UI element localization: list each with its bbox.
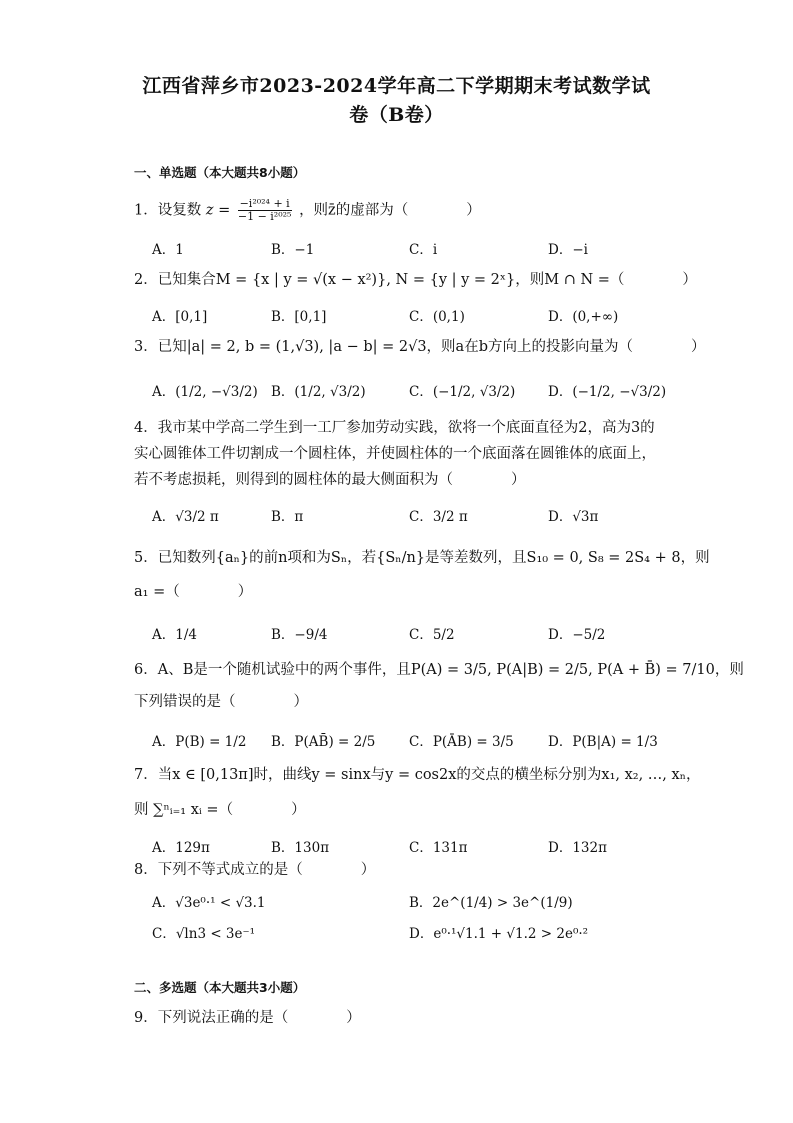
question-7-line1: 7．当x ∈ [0,13π]时，曲线y = sinx与y = cos2x的交点的横坐标分别为x₁, x₂, …, xₙ， [134,767,701,783]
page-title-line1: 江西省萍乡市2023-2024学年高二下学期期末考试数学试 [142,75,651,97]
question-9: 9．下列说法正确的是（ ） [134,1010,361,1026]
question-2: 2．已知集合M = {x | y = √(x − x²)}, N = {y | y = 2ˣ}，则M ∩ N =（ ） [134,272,697,288]
question-6-line2: 下列错误的是（ ） [134,694,308,710]
question-3: 3．已知|a| = 2, b = (1,√3), |a − b| = 2√3，则a在b方向上的投影向量为（ ） [134,339,706,355]
q8-option-a: A．√3e⁰·¹ < √3.1 [152,895,266,911]
q6-option-b: B．P(AB̄) = 2/5 [271,734,376,750]
q5-option-a: A．1/4 [152,627,197,643]
question-1-z: z = [205,202,231,219]
q4-option-b: B．π [271,509,304,525]
q3-option-c: C．(−1/2, √3/2) [409,384,516,400]
question-6-line1: 6．A、B是一个随机试验中的两个事件，且P(A) = 3/5, P(A|B) = 2/5, P(A + B̄) = 7/10，则 [134,662,744,678]
q4-option-c: C．3/2 π [409,509,468,525]
q1-option-b: B．−1 [271,242,315,258]
q2-option-b: B．[0,1] [271,309,327,325]
section-heading-single-choice: 一、单选题（本大题共8小题） [134,165,306,180]
question-1-prefix: 1．设复数 [134,202,202,219]
q5-option-d: D．−5/2 [548,627,606,643]
question-7-line2: 则 ∑ⁿᵢ₌₁ xᵢ =（ ） [134,802,306,818]
page-title-line2: 卷（B卷） [349,104,444,126]
q1-option-c: C．i [409,242,438,258]
q5-option-c: C．5/2 [409,627,455,643]
q1-option-d: D．−i [548,242,588,258]
q4-option-d: D．√3π [548,509,599,525]
q3-option-b: B．(1/2, √3/2) [271,384,366,400]
q8-option-b: B．2e^(1/4) > 3e^(1/9) [409,895,573,911]
question-1 [134,198,481,223]
q8-option-d: D．e⁰·¹√1.1 + √1.2 > 2e⁰·² [409,926,589,942]
q6-option-c: C．P(ĀB) = 3/5 [409,734,514,750]
q7-option-d: D．132π [548,840,607,856]
q1-option-a: A．1 [152,242,184,258]
q2-option-a: A．[0,1] [152,309,208,325]
q7-option-b: B．130π [271,840,330,856]
question-1-suffix: ，则z̄的虚部为（ ） [299,202,481,219]
question-8: 8．下列不等式成立的是（ ） [134,862,376,878]
q6-option-d: D．P(B|A) = 1/3 [548,734,658,750]
q8-option-c: C．√ln3 < 3e⁻¹ [152,926,256,942]
q7-option-c: C．131π [409,840,468,856]
q5-option-b: B．−9/4 [271,627,328,643]
question-1-denominator: −1 − i²⁰²⁵ [237,210,292,223]
q3-option-a: A．(1/2, −√3/2) [152,384,258,400]
q7-option-a: A．129π [152,840,210,856]
question-4: 4．我市某中学高二学生到一工厂参加劳动实践，欲将一个底面直径为2，高为3的实心圆锥体工件切割成一个圆柱体，并使圆柱体的一个底面落在圆锥体的底面上，若不考虑损耗，则得到的圆柱体的最大侧面积为（ ） [134,420,656,488]
question-5-line1: 5．已知数列{aₙ}的前n项和为Sₙ，若{Sₙ/n}是等差数列，且S₁₀ = 0, S₈ = 2S₄ + 8，则 [134,550,710,566]
q6-option-a: A．P(B) = 1/2 [152,734,247,750]
q2-option-d: D．(0,+∞) [548,309,619,325]
question-5-line2: a₁ =（ ） [134,584,253,600]
question-1-fraction [236,198,294,223]
q4-option-a: A．√3/2 π [152,509,219,525]
section-heading-multi-choice: 二、多选题（本大题共3小题） [134,980,306,995]
q3-option-d: D．(−1/2, −√3/2) [548,384,667,400]
q2-option-c: C．(0,1) [409,309,465,325]
question-1-numerator: −i²⁰²⁴ + i [239,197,290,210]
